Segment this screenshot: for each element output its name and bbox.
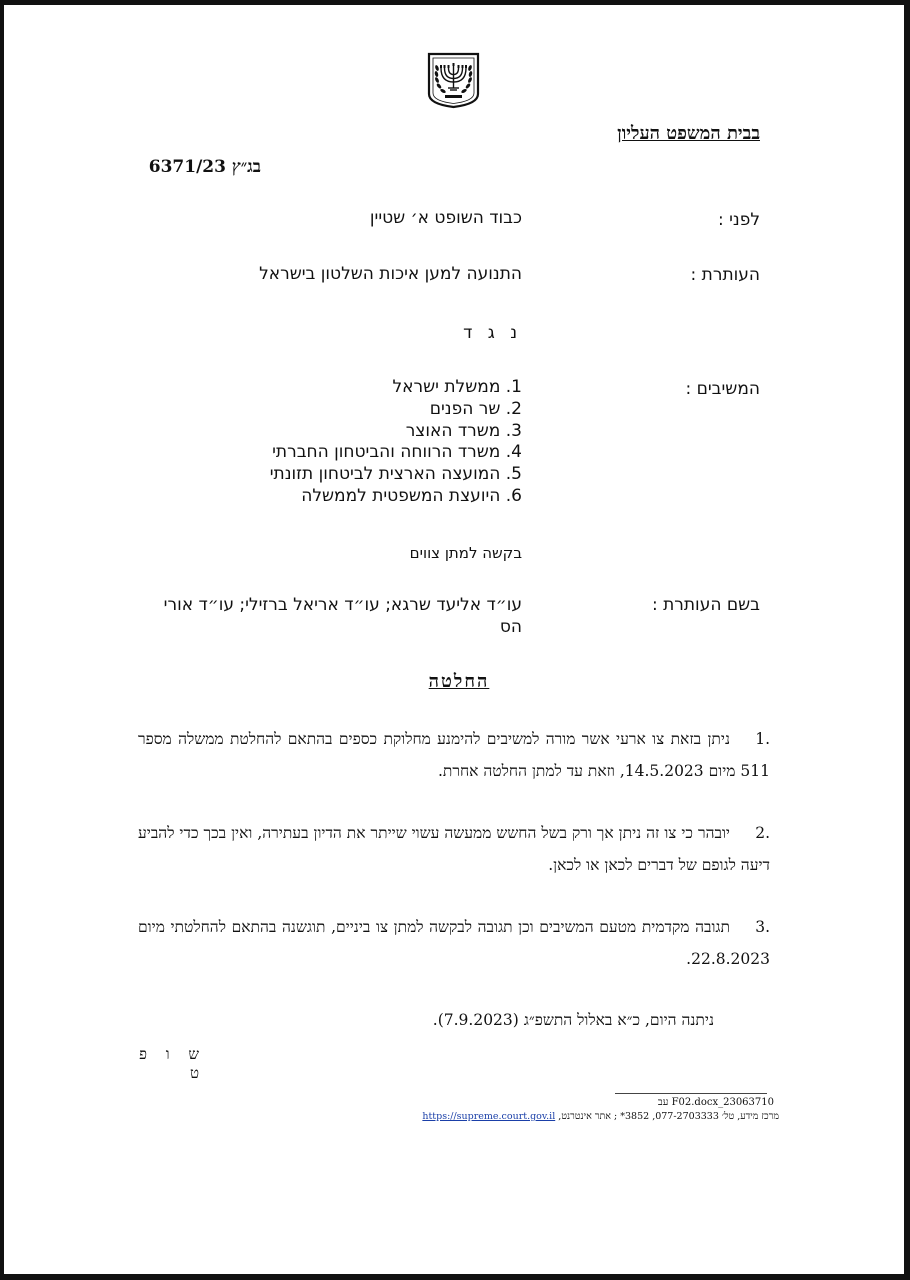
paragraph-number: .3 (755, 918, 770, 936)
petitioner-label: העותרת : (690, 265, 760, 285)
counsel-label: בשם העותרת : (651, 595, 760, 615)
respondent-item: 6. היועצת המשפטית לממשלה (301, 485, 522, 506)
court-name: בבית המשפט העליון (617, 123, 760, 144)
decision-title: החלטה (428, 671, 490, 692)
paragraph-number: .2 (755, 824, 770, 842)
footer-contact (334, 1111, 779, 1122)
request-title: בקשה למתן צווים (409, 544, 522, 562)
paragraph-text: ניתן בזאת צו ארעי אשר מורה למשיבים להימנע מחלוקת כספים בהתאם להחלטת ממשלה מספר 511 מיום 14.5.2023, וזאת עד למתן החלטה אחרת. (138, 730, 770, 780)
given-date-line: ניתנה היום, כ״א באלול התשפ״ג (7.9.2023). (432, 1011, 714, 1029)
judge-name: כבוד השופט א׳ שטיין (369, 208, 522, 228)
versus-label: נ ג ד (463, 323, 522, 343)
document-page (4, 5, 904, 1274)
respondent-item: 1. ממשלת ישראל (392, 377, 522, 397)
case-number: בג״ץ 6371/23 (148, 157, 261, 177)
respondent-item: 4. משרד הרווחה והביטחון החברתי (272, 442, 522, 463)
paragraph-number: .1 (755, 730, 770, 748)
respondent-item: 3. משרד האוצר (405, 420, 522, 441)
respondent-item: 5. המועצה הארצית לביטחון תזונתי (269, 464, 522, 485)
decision-paragraph (138, 723, 770, 787)
petitioner-name: התנועה למען איכות השלטון בישראל (259, 264, 522, 284)
before-label: לפני : (717, 210, 760, 230)
contact-text: מרכז מידע, טל׳ 077-2703333, 3852* ; אתר אינטרנט, (558, 1111, 779, 1122)
state-emblem-icon (425, 52, 482, 109)
respondent-item: 2. שר הפנים (429, 398, 522, 419)
footer-doc-ref: 23063710_F02.docx עב (657, 1097, 774, 1108)
decision-paragraph (138, 911, 770, 975)
decision-paragraph (138, 817, 770, 881)
respondents-list (162, 377, 522, 508)
footer-divider (615, 1093, 767, 1094)
paragraph-text: יובהר כי צו זה ניתן אך ורק בשל החשש ממעשה עשוי שייתר את הדיון בעתירה, ואין בכך כדי להביע דיעה לגופם של דברים לכאן או לכאן. (138, 824, 770, 874)
judge-signature-title: ש ו פ ט (139, 1045, 206, 1082)
respondents-label: המשיבים : (685, 379, 760, 399)
counsel-names: עו״ד אליעד שרגא; עו״ד אריאל ברזילי; עו״ד אורי הס (163, 595, 522, 637)
website-link[interactable]: https://supreme.court.gov.il (422, 1111, 556, 1122)
paragraph-text: תגובה מקדמית מטעם המשיבים וכן תגובה לבקשה למתן צו ביניים, תוגשנה בהתאם להחלטתי מיום 22.8.2023. (138, 918, 770, 968)
